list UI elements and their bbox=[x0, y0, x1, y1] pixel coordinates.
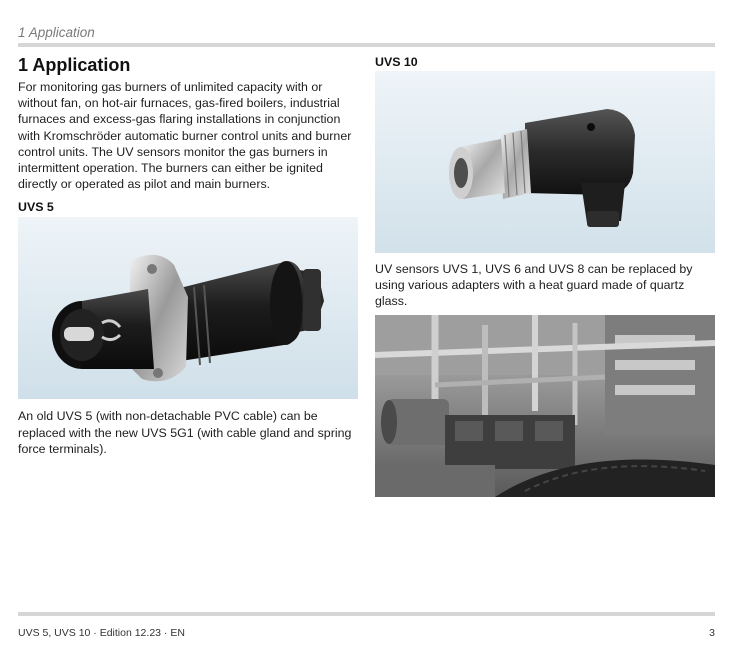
left-column bbox=[18, 54, 358, 457]
uvs10-product-image bbox=[375, 71, 715, 253]
header-divider bbox=[18, 43, 715, 47]
industrial-installation-illustration bbox=[375, 315, 715, 497]
uvs5-heading: UVS 5 bbox=[18, 200, 54, 215]
uvs10-sensor-illustration bbox=[375, 71, 715, 253]
section-title: 1 Application bbox=[18, 55, 131, 75]
footer-document-info: UVS 5, UVS 10 · Edition 12.23 · EN bbox=[18, 627, 185, 639]
uvs10-caption: UV sensors UVS 1, UVS 6 and UVS 8 can be replaced by using various adapters with a heat guard made of quartz glass. bbox=[375, 262, 693, 309]
uvs5-product-image bbox=[18, 217, 358, 399]
uvs5-caption: An old UVS 5 (with non-detachable PVC cable) can be replaced with the new UVS 5G1 (with cable gland and spring force terminals). bbox=[18, 409, 352, 456]
page-number: 3 bbox=[709, 627, 715, 639]
uvs10-heading: UVS 10 bbox=[375, 55, 418, 69]
right-column bbox=[375, 54, 715, 497]
installation-photo bbox=[375, 315, 715, 497]
running-header: 1 Application bbox=[18, 25, 95, 40]
uvs5-sensor-illustration bbox=[18, 217, 358, 399]
footer-divider bbox=[18, 612, 715, 616]
intro-paragraph: For monitoring gas burners of unlimited capacity with or without fan, on hot-air furnaces, gas-fired boilers, industrial furnaces and excess-gas flaring installations in conjunction with Kromschröder automatic burner control units and burner control units. The UV sensors monitor the gas burners in intermittent operation. The burners can either be ignited directly or operated as pilot and main burners. bbox=[18, 80, 352, 192]
